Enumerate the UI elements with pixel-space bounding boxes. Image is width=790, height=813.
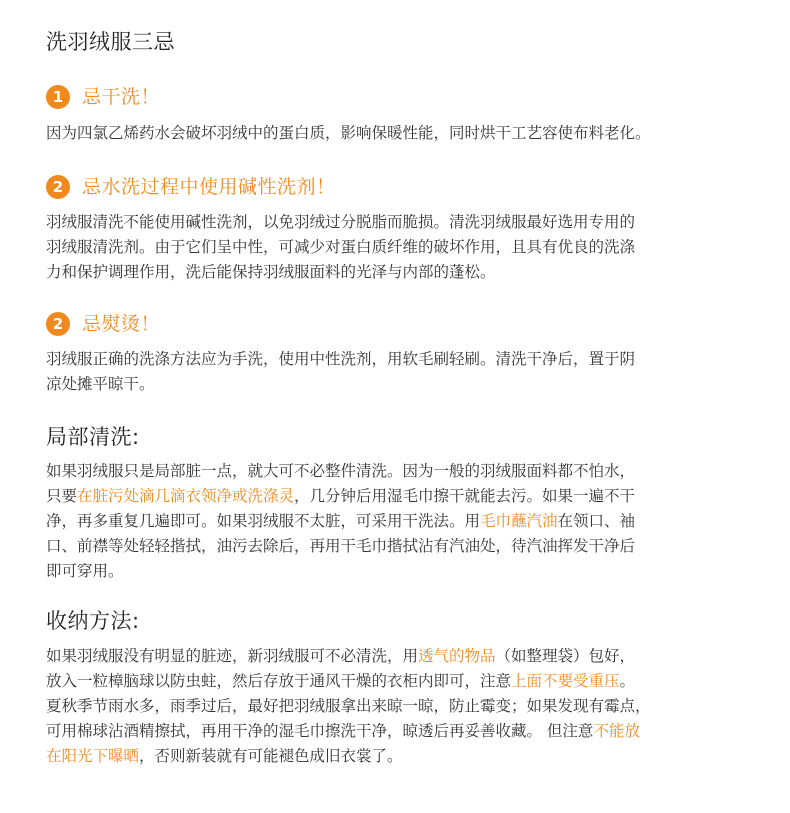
section-heading-storage: 收纳方法: [46,609,140,633]
text-span: 在领口、袖 [557,512,636,530]
text-line: 口、前襟等处轻轻揩拭，油污去除后，再用干毛巾揩拭沾有汽油处，待汽油挥发干净后 [46,537,636,555]
highlight-text: 不能放 [593,722,640,740]
page-title: 洗羽绒服三忌 [46,30,175,54]
highlight-text: 在脏污处滴几滴衣领净或洗涤灵 [77,487,295,505]
text-line: 力和保护调理作用，洗后能保持羽绒服面料的光泽与内部的蓬松。 [46,263,496,281]
highlight-text: 透气的物品 [418,647,496,665]
text-line: 羽绒服清洗剂。由于它们呈中性，可减少对蛋白质纤维的破坏作用，且具有优良的洗涤 [46,238,636,256]
text-line: 夏秋季节雨水多，雨季过后，最好把羽绒服拿出来晾一晾，防止霉变；如果发现有霉点， [46,697,651,715]
rule-heading-3 [46,312,160,336]
highlight-text: 上面不要受重压 [511,672,620,690]
rule-title: 忌熨烫！ [82,313,161,335]
text-span: ，几分钟后用湿毛巾擦干就能去污。如果一遍不干 [294,487,636,505]
number-badge-icon: 2 [46,312,70,336]
text-line [46,484,635,509]
text-line: 羽绒服正确的洗涤方法应为手洗，使用中性洗剂，用软毛刷轻刷。清洗干净后，置于阴 [46,350,636,368]
rule-title: 忌水洗过程中使用碱性洗剂！ [82,176,336,198]
text-span: 只要 [46,487,78,505]
number-badge-icon: 2 [46,175,70,199]
text-line: 即可穿用。 [46,562,124,580]
text-span: （如整理袋）包好， [495,647,636,665]
text-line [46,644,651,669]
text-line [46,669,651,694]
highlight-text: 在阳光下曝晒 [46,747,140,765]
rule-body-3 [46,347,635,397]
text-line [46,509,635,534]
rule-heading-1 [46,85,160,109]
local-wash-body [46,459,635,584]
text-line: 凉处摊平晾干。 [46,375,155,393]
text-span: 净，再多重复几遍即可。如果羽绒服不太脏，可采用干洗法。用 [46,512,481,530]
text-span: 如果羽绒服没有明显的脏迹，新羽绒服可不必清洗，用 [46,647,419,665]
text-span: 放入一粒樟脑球以防虫蛀，然后存放于通风干燥的衣柜内即可，注意 [46,672,512,690]
number-badge-icon: 1 [46,85,70,109]
text-span: ，否则新装就有可能褪色成旧衣裳了。 [139,747,403,765]
text-span: 。 [619,672,636,690]
rule-title: 忌干洗！ [82,86,161,108]
text-line [46,719,651,744]
highlight-text: 毛巾蘸汽油 [480,512,558,530]
rule-body-1 [46,121,651,146]
text-line: 如果羽绒服只是局部脏一点，就大可不必整件清洗。因为一般的羽绒服面料都不怕水， [46,462,636,480]
storage-body [46,644,651,769]
text-line [46,744,651,769]
section-heading-local-wash: 局部清洗: [46,425,140,449]
text-span: 可用棉球沾酒精擦拭，再用干净的湿毛巾擦洗干净，晾透后再妥善收藏。 但注意 [46,722,594,740]
text-line: 因为四氯乙烯药水会破坏羽绒中的蛋白质，影响保暖性能，同时烘干工艺容使布料老化。 [46,124,651,142]
rule-heading-2 [46,175,336,199]
text-line: 羽绒服清洗不能使用碱性洗剂，以免羽绒过分脱脂而脆损。清洗羽绒服最好选用专用的 [46,213,636,231]
rule-body-2 [46,210,635,285]
